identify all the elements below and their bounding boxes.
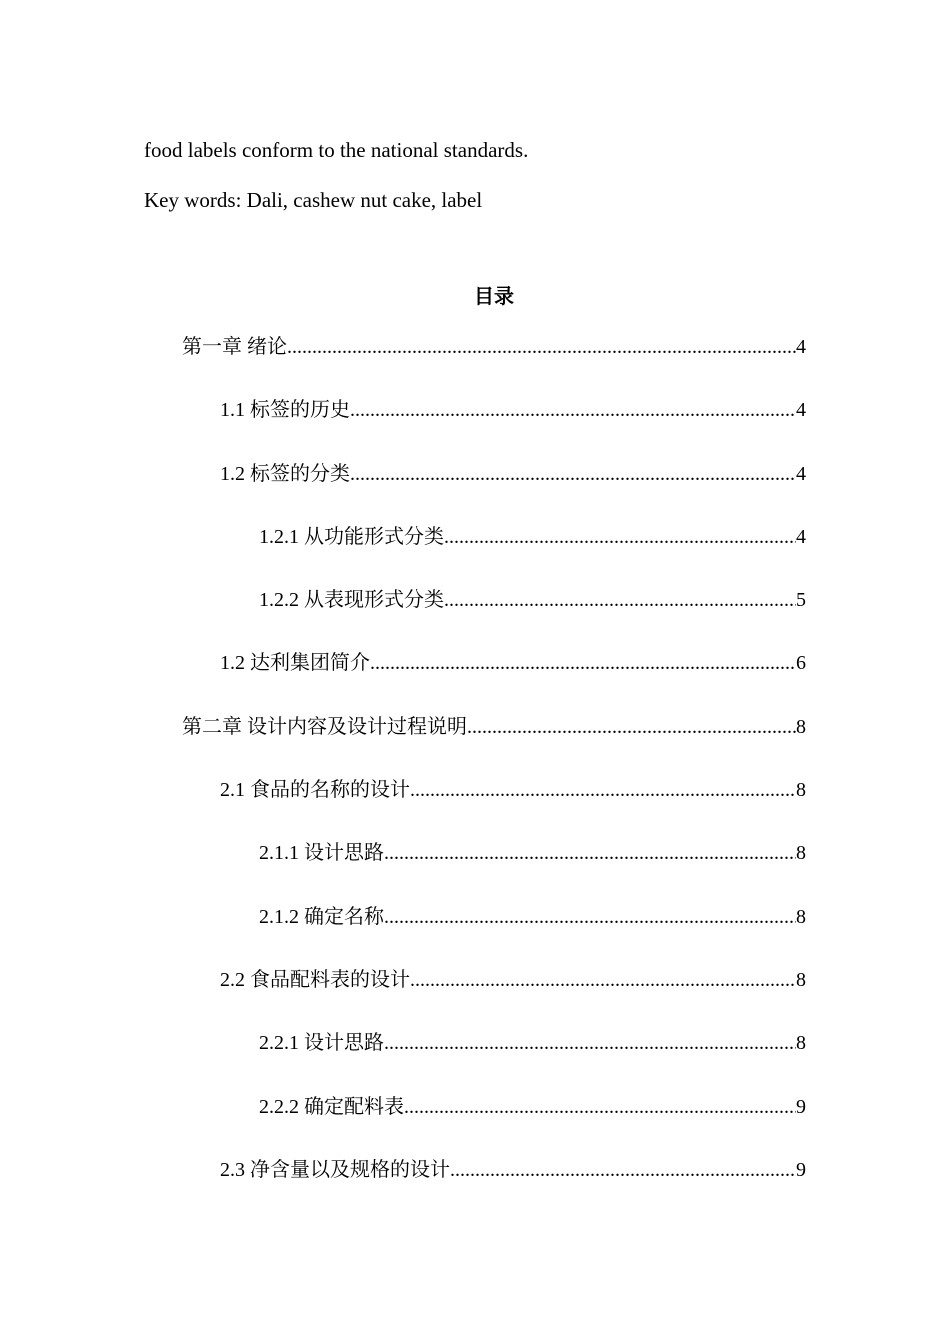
toc-dot-leader [384,1029,796,1057]
toc-dot-leader [350,460,796,488]
toc-page-number: 5 [796,589,806,612]
toc-entry-text: 2.1.1 设计思路 [259,842,384,865]
toc-dot-leader [450,1156,796,1184]
toc-page-number: 4 [796,399,806,422]
toc-dot-leader [467,713,796,741]
toc-entry[interactable] [0,460,950,523]
toc-page-number: 9 [796,1095,806,1118]
toc-entry-text: 1.2 标签的分类 [220,462,350,485]
toc-dot-leader [444,523,796,551]
toc-dot-leader [410,776,796,804]
toc-dot-leader [404,1093,796,1121]
toc-page-number: 4 [796,525,806,548]
toc-entry-text: 2.2.1 设计思路 [259,1032,384,1055]
toc-entry-text: 2.3 净含量以及规格的设计 [220,1158,450,1181]
toc-entry[interactable] [0,1156,950,1219]
toc-entry[interactable] [0,1029,950,1092]
toc-entry-text: 第一章 绪论 [182,336,287,358]
toc-entry-text: 1.2.2 从表现形式分类 [259,589,444,612]
toc-entry[interactable] [0,839,950,902]
toc-page-number: 8 [796,1032,806,1055]
toc-entry-text: 1.1 标签的历史 [220,399,350,422]
toc-dot-leader [410,966,796,994]
toc-entry[interactable] [0,903,950,966]
toc-title: 目录 [474,284,514,308]
toc-dot-leader [287,333,796,361]
toc-entry[interactable] [0,966,950,1029]
table-of-contents [0,333,950,1219]
toc-entry[interactable] [0,523,950,586]
toc-dot-leader [384,839,796,867]
toc-entry[interactable] [0,333,950,396]
toc-dot-leader [370,649,796,677]
toc-page-number: 8 [796,715,806,738]
toc-page-number: 8 [796,905,806,928]
keywords-line: Key words: Dali, cashew nut cake, label [144,188,483,212]
toc-page-number: 8 [796,779,806,802]
toc-entry[interactable] [0,1093,950,1156]
toc-page-number: 9 [796,1158,806,1181]
toc-entry[interactable] [0,776,950,839]
toc-page-number: 4 [796,336,806,358]
toc-dot-leader [444,586,796,614]
toc-entry-text: 2.1.2 确定名称 [259,905,384,928]
toc-entry[interactable] [0,713,950,776]
toc-dot-leader [350,396,796,424]
toc-page-number: 4 [796,462,806,485]
toc-entry-text: 第二章 设计内容及设计过程说明 [182,715,467,738]
toc-entry[interactable] [0,586,950,649]
toc-entry[interactable] [0,649,950,712]
abstract-closing-line: food labels conform to the national standards. [144,138,529,162]
toc-entry-text: 2.2.2 确定配料表 [259,1095,404,1118]
toc-entry-text: 2.1 食品的名称的设计 [220,779,410,802]
toc-entry-text: 2.2 食品配料表的设计 [220,968,410,991]
toc-dot-leader [384,903,796,931]
toc-page-number: 6 [796,652,806,675]
toc-entry-text: 1.2 达利集团简介 [220,652,370,675]
toc-entry[interactable] [0,396,950,459]
toc-page-number: 8 [796,842,806,865]
toc-page-number: 8 [796,968,806,991]
toc-entry-text: 1.2.1 从功能形式分类 [259,525,444,548]
